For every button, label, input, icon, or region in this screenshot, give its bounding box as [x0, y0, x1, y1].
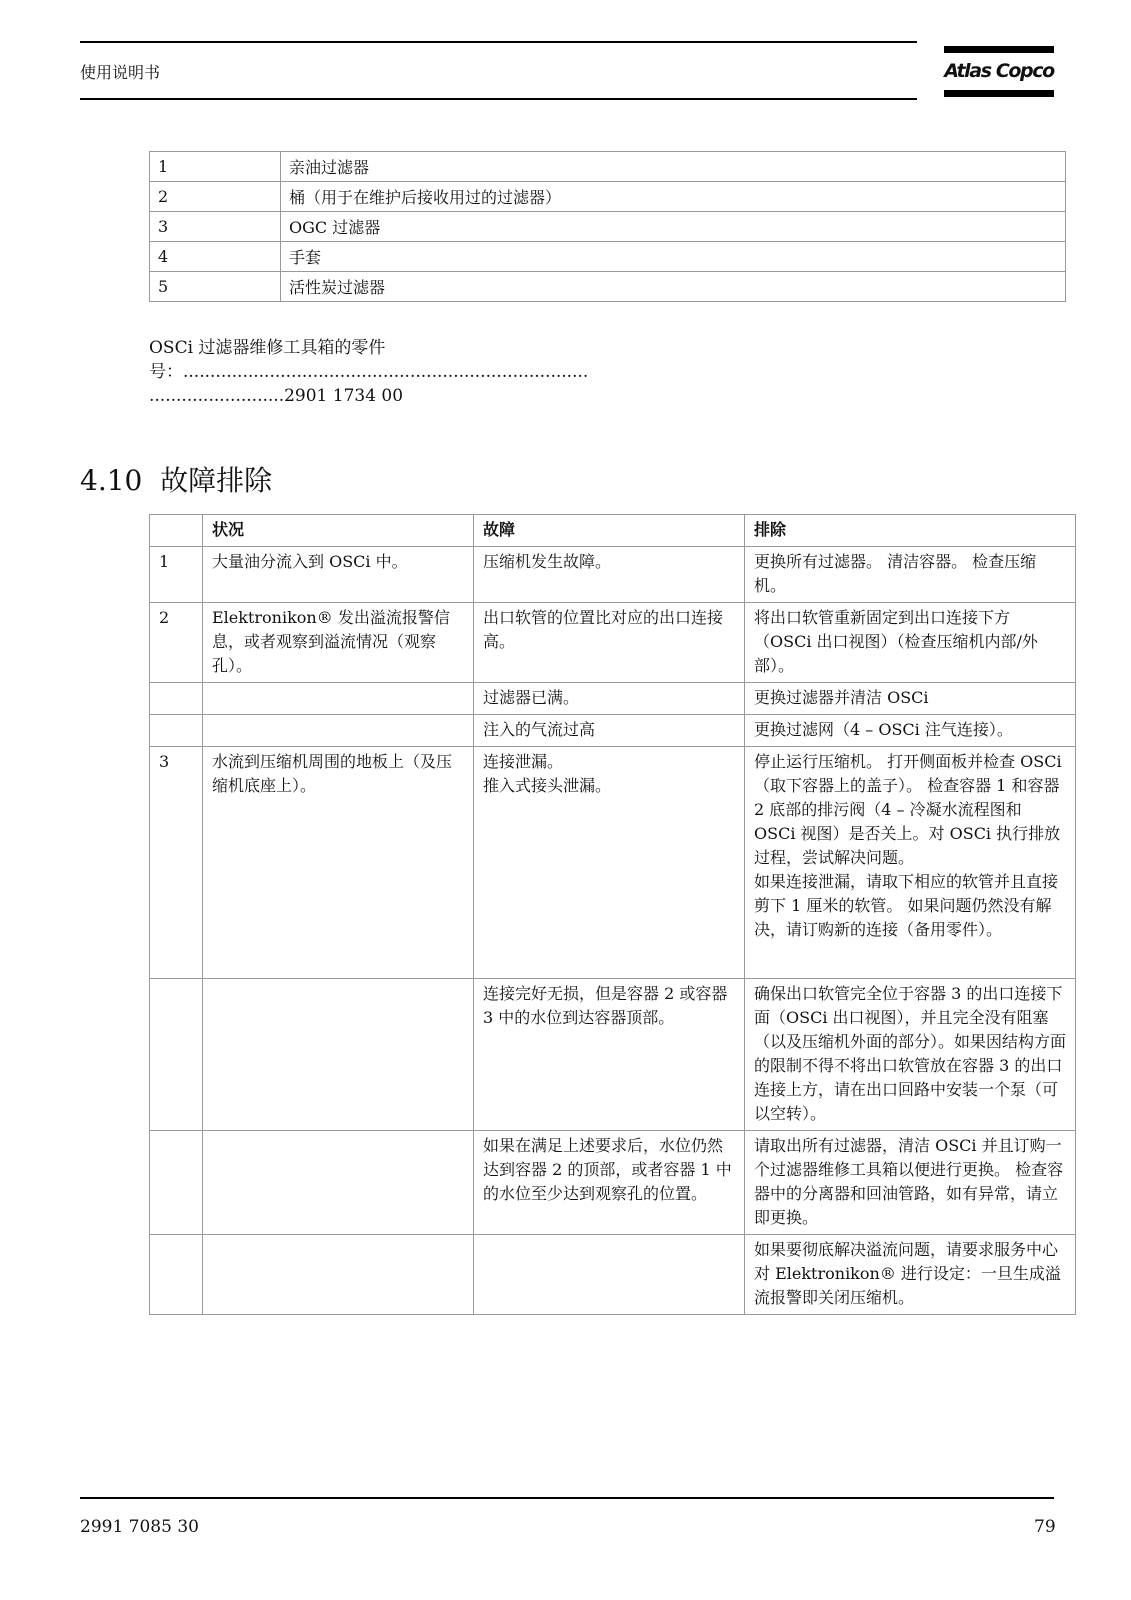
remedy-cell: 更换过滤网（4 – OSCi 注气连接）。: [745, 715, 1076, 747]
table-row: [150, 182, 1066, 212]
condition-cell: [203, 715, 474, 747]
part-name: 活性炭过滤器: [281, 272, 1066, 302]
fault-cell: 如果在满足上述要求后，水位仍然达到容器 2 的顶部，或者容器 1 中的水位至少达到观察孔的位置。: [474, 1131, 745, 1235]
table-header-row: [150, 515, 1076, 547]
condition-cell: Elektronikon® 发出溢流报警信息，或者观察到溢流情况（观察孔）。: [203, 603, 474, 683]
fault-cell: 出口软管的位置比对应的出口连接高。: [474, 603, 745, 683]
table-row: [150, 1131, 1076, 1235]
section-heading: [80, 459, 272, 499]
footer-rule: [80, 1497, 1054, 1499]
remedy-cell: 如果要彻底解决溢流问题，请要求服务中心对 Elektronikon® 进行设定：一旦生成溢流报警即关闭压缩机。: [745, 1235, 1076, 1315]
fault-cell: [474, 1235, 745, 1315]
kit-line: 号：...........................................................................: [149, 362, 589, 382]
document-title: 使用说明书: [80, 63, 161, 82]
table-row: [150, 603, 1076, 683]
column-header-remedy: 排除: [745, 515, 1076, 547]
logo-bar-top: [944, 46, 1054, 53]
fault-cell: 注入的气流过高: [474, 715, 745, 747]
condition-cell: 水流到压缩机周围的地板上（及压缩机底座上）。: [203, 747, 474, 979]
atlas-copco-logo: [944, 46, 1054, 98]
part-number: 3: [150, 212, 281, 242]
part-name: 桶（用于在维护后接收用过的过滤器）: [281, 182, 1066, 212]
remedy-cell: 请取出所有过滤器，清洁 OSCi 并且订购一个过滤器维修工具箱以便进行更换。 检查容器中的分离器和回油管路，如有异常，请立即更换。: [745, 1131, 1076, 1235]
header-rule-top: [80, 41, 917, 43]
remedy-cell: 停止运行压缩机。 打开侧面板并检查 OSCi（取下容器上的盖子）。 检查容器 1 和容器 2 底部的排污阀（4 – 冷凝水流程图和 OSCi 视图）是否关上。对 OSCi 执行排放过程，尝试解决问题。 如果连接泄漏，请取下相应的软管并且直接剪下 1 厘米的软管。 如果问题仍然没有解决，请订购新的连接（备用零件）。: [745, 747, 1076, 979]
part-name: 手套: [281, 242, 1066, 272]
row-number: [150, 715, 203, 747]
logo-text: Atlas Copco: [944, 60, 1054, 82]
troubleshooting-table: [149, 514, 1076, 1315]
part-number: 1: [150, 152, 281, 182]
section-title: 故障排除: [160, 464, 273, 497]
row-number: [150, 683, 203, 715]
logo-bar-bottom: [944, 90, 1054, 97]
fault-cell: 过滤器已满。: [474, 683, 745, 715]
table-row: [150, 152, 1066, 182]
kit-line: .........................2901 1734 00: [149, 386, 404, 406]
page-number: 79: [1034, 1517, 1056, 1537]
condition-cell: 大量油分流入到 OSCi 中。: [203, 547, 474, 603]
parts-table: [149, 151, 1066, 302]
column-header: [150, 515, 203, 547]
fault-cell: 连接完好无损，但是容器 2 或容器 3 中的水位到达容器顶部。: [474, 979, 745, 1131]
table-row: [150, 547, 1076, 603]
table-row: [150, 683, 1076, 715]
kit-line: OSCi 过滤器维修工具箱的零件: [149, 338, 386, 358]
part-name: OGC 过滤器: [281, 212, 1066, 242]
table-row: [150, 1235, 1076, 1315]
header-rule-bottom: [80, 98, 917, 100]
column-header-condition: 状况: [203, 515, 474, 547]
table-row: [150, 715, 1076, 747]
kit-part-number: [149, 336, 1049, 408]
fault-cell: 压缩机发生故障。: [474, 547, 745, 603]
row-number: 1: [150, 547, 203, 603]
table-row: [150, 212, 1066, 242]
condition-cell: [203, 1235, 474, 1315]
table-row: [150, 242, 1066, 272]
remedy-cell: 将出口软管重新固定到出口连接下方（OSCi 出口视图）（检查压缩机内部/外部）。: [745, 603, 1076, 683]
fault-cell: 连接泄漏。 推入式接头泄漏。: [474, 747, 745, 979]
part-number: 2: [150, 182, 281, 212]
row-number: [150, 979, 203, 1131]
condition-cell: [203, 1131, 474, 1235]
condition-cell: [203, 979, 474, 1131]
part-name: 亲油过滤器: [281, 152, 1066, 182]
table-row: [150, 272, 1066, 302]
remedy-cell: 更换所有过滤器。 清洁容器。 检查压缩机。: [745, 547, 1076, 603]
row-number: [150, 1131, 203, 1235]
row-number: [150, 1235, 203, 1315]
table-row: [150, 979, 1076, 1131]
remedy-cell: 更换过滤器并清洁 OSCi: [745, 683, 1076, 715]
part-number: 5: [150, 272, 281, 302]
row-number: 3: [150, 747, 203, 979]
condition-cell: [203, 683, 474, 715]
column-header-fault: 故障: [474, 515, 745, 547]
part-number: 4: [150, 242, 281, 272]
section-number: 4.10: [80, 464, 143, 497]
row-number: 2: [150, 603, 203, 683]
table-row: [150, 747, 1076, 979]
remedy-cell: 确保出口软管完全位于容器 3 的出口连接下面（OSCi 出口视图），并且完全没有阻塞（以及压缩机外面的部分）。如果因结构方面的限制不得不将出口软管放在容器 3 的出口连接上方，请在出口回路中安装一个泵（可以空转）。: [745, 979, 1076, 1131]
document-number: 2991 7085 30: [80, 1517, 199, 1537]
